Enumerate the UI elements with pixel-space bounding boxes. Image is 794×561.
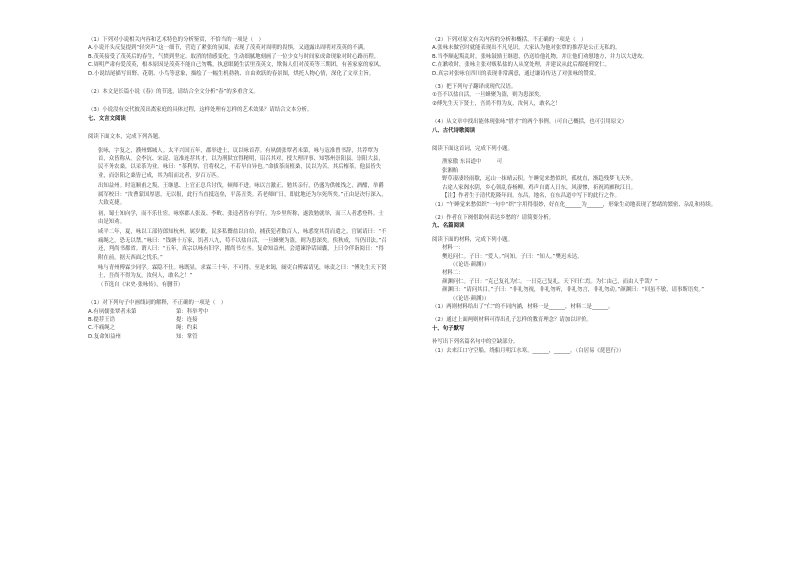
passage-paragraph: 出知益州。时寇顺甫之叛，王继恩、上官正总兵讨伐，顿师不进。咏以言激正，勉其亲行，仍盛为供帐饯之，酒酣，举爵属军校曰：“汝曹蒙国厚恩，无以报，此行当直抵寇垒，平荡丑类。若老师旷日，即此地还为尔死所矣。”正由是决行深入，大致克捷。 xyxy=(98,183,387,207)
poem-title-text: 渔家傲 东昌道中 xyxy=(442,159,482,166)
option-text: C.在歉收时，张咏主张对贩私盐的人从宽处理，并建议从此后都能刑宽仁。 xyxy=(432,62,610,69)
option-text: B.茂英接受了茂英后的春生，气愤到坚定、取消的情感变化，生动细腻地刻画了一位少女与时间家成命现象对时心路历程。 xyxy=(88,53,380,60)
poem-line: 古途人家阁水阴，乡心领乱春杨柳。鸡声自离人日东，风凄惨，祈祝鸿雁秋江日。 xyxy=(442,184,637,191)
question-stem: （2）本文是长篇小说《春》的节选，请结合全文分析“春”的多重含义。 xyxy=(88,89,259,96)
option-text: B.提荐王诰 xyxy=(88,316,115,323)
question-stem: （1）“午睡觉来愁似织”一句中“织”字用得很妙，好在化______为______，形象生动地表现了愁绪的繁密、杂乱和持续。 xyxy=(432,201,717,208)
question-stem: （2）作者在下阕借助何表达乡愁的？请简要分析。 xyxy=(432,214,555,221)
option-text: D.小说结尾描写田野、花朝、小鸟等意象，描绘了一幅生机勃勃、自由欢跃的春景图，烘托人物心情，深化了文章主旨。 xyxy=(88,70,375,77)
material-label: 材料二： xyxy=(442,270,464,277)
option-row xyxy=(88,333,388,341)
question-stem: （3）小说没有交代彼茂出离家庭的具体过程，这样处理有怎样的艺术效果？请结合文本分析。 xyxy=(88,107,313,114)
option-gloss: 知：掌管 xyxy=(176,333,198,340)
left-column xyxy=(88,36,388,341)
poem-note: 【注】作者生于清代乾隆年间。东昌，地名，在东昌道中写下的此行之作。 xyxy=(442,193,620,200)
question-stem: （4）从文章中找出能体现张咏“惜才”的两个事例。（可自己概括，也可引用原文） xyxy=(432,119,627,126)
option-text: A.有夙儒张覃者未第 xyxy=(88,308,137,315)
instruction-text: 阅读下面这首词，完成下列小题。 xyxy=(432,146,513,153)
material-source: （《论语·颜渊》） xyxy=(450,295,490,302)
question-stem: （1）下列对小说相关内容和艺术特色的分析鉴赏，不恰当的一项是（ ） xyxy=(88,37,264,43)
option-text: A.张咏未做官时就能表现出不凡见识，大家认为他对张覃的推荐是公正无私的。 xyxy=(432,45,621,52)
question-stem: （3）把下列句子翻译成现代汉语。 xyxy=(432,84,517,91)
material-label: 材料一： xyxy=(442,245,464,252)
question-stem: （1）对下列句子中画线词的解释，不正确的一项是（ ） xyxy=(88,300,227,307)
question-stem: （2）通过上面两则材料可得出孔子怎样的教育理念？请加以评价。 xyxy=(432,317,592,324)
option-gloss: 绳：约束 xyxy=(176,325,198,332)
option-gloss: 提：连接 xyxy=(176,316,198,323)
option-text: C.不痛绳之 xyxy=(88,325,116,332)
material-source: （《论语·颜渊》） xyxy=(450,261,490,268)
translation-item: ①吾不以盐自活，一旦蜂聚为盗，则为患深矣。 xyxy=(432,92,545,99)
material-text: 颜渊问仁。子曰：“克己复礼为仁。一日克己复礼，天下归仁焉。为仁由己，而由人乎哉？” xyxy=(442,278,658,285)
section-heading: 十、句子默写 xyxy=(432,325,465,332)
option-text: D.复命知益州 xyxy=(88,333,121,340)
option-row xyxy=(88,316,388,324)
poem-author: 张湘贻 xyxy=(442,167,459,174)
right-column xyxy=(432,36,738,355)
passage-paragraph: 咸平二年，夏，咏以工部侍郎知杭州。属岁歉，民多私鬻盐以自给，捕获犯者数百人，咏悉宽其罚而遣之。官属请曰：“不痛绳之，恐无以禁。”咏曰：“钱塘十万家，饥者八九，苟不以盐自活，一旦蜂聚为盗，则为患深矣。俟秋成，当仍旧法。”召还，判尚书都省。谓人曰：“五年，真宗以咏有旧学，擢尚书左丞。复命知益州，会遣谏诤话园囊，上曰令伴诣阅日：“得附在前，据天西面之忧乐。” xyxy=(98,229,387,261)
material-text: 颜渊曰：“请问其目。”子曰：“非礼勿视，非礼勿听，非礼勿言，非礼勿动。”颜渊曰：“回虽不敏，请事斯语矣。” xyxy=(442,287,705,294)
option-row xyxy=(88,308,388,316)
instruction-text: 阅读下面文本，完成下列各题。 xyxy=(88,134,164,141)
question-stem: （1）去来江口守空船，绕船月明江水寒，______，______。（白居易《琵琶行》） xyxy=(432,347,625,354)
translation-item: ②傅先生天下贤士，吾尚不得为友，汝何人，敢名之！ xyxy=(432,100,561,107)
passage-paragraph: 咏与青州傅霖少同学。霖隐不仕。咏既显，求霖三十年，不可得。至是来谒，阍吏白傅霖请见，咏责之曰：“傅先生天下贤士，吾尚不得为友，汝何人，敢名之！” xyxy=(98,264,387,280)
poem-title xyxy=(432,158,738,166)
passage-source: （节选自《宋史·张咏传》，有删节） xyxy=(98,281,184,288)
option-gloss: 第：科举考中 xyxy=(176,308,209,315)
poem-line: 野草凄凄经雨歇，远山一抹晴云积。午睡觉来愁似织，孤枕直，渐趋残梦飞天外。 xyxy=(442,176,637,183)
option-text: A.小说开头反复提到“轻突声”这一细节，营造了紧张的氛围，表现了茂英对周明的畏惧，又通露出周明对茂英的不满。 xyxy=(88,45,369,52)
section-heading: 七、文言文阅读 xyxy=(88,115,126,122)
instruction-text: 阅读下面的材料，完成下列小题。 xyxy=(432,236,513,243)
instruction-text: 补写出下列名篇名句中的空缺部分。 xyxy=(432,339,519,346)
section-heading: 八、古代诗歌阅读 xyxy=(432,127,476,134)
poem-mark: 可 xyxy=(496,159,503,166)
question-stem: （2）下列对原文有关内容的分析和概括，不正确的一项是（ ） xyxy=(432,37,587,43)
option-text: B.当李顺起叛乱时，张咏鼓励王继恩，仍送给他礼物，并让他们劝慰地方，并力以大进攻。 xyxy=(432,53,648,60)
material-text: 樊迟问仁。子曰：“爱人。”问知。子曰：“知人。”樊迟未达。 xyxy=(442,253,583,260)
passage-paragraph: 初，蜀士知向学，而不乐仕宦。咏察郡人张及、李畋、张逵者皆有学行，为乡里所称，遂敦勉就举，而三人者悉登科。士由是知劝。 xyxy=(98,210,384,225)
option-row xyxy=(88,324,388,332)
passage-paragraph: 张咏，字复之，濮州鄄城人。太平兴国五年，郡举进士，议以咏首荐。有夙儒张覃者未第，咏与寇准曾书辞，共荐覃为首，众皆称从。会李沆、宋浞、寇准连荐其才，以为刑狱宜得精明，诏召其对，授大理评事、知鄂州崇阳县。崇阳大县，民不务农桑，以采茶为业。咏曰：“茶利厚，官将权之，不若早自异也。”命拔茶而植桑，民以为苦。其后榷茶，他县皆失业，而崇阳之桑皆已成，其为绢而北者，岁百万匹。 xyxy=(98,147,384,179)
option-text: C.周明严肃有爱茂英，根本原因是茂英不能自己勿嘴，执意眼随生活里茂英文，欺侮人们对茂英等三期团，有善家家的家风。 xyxy=(88,62,385,69)
section-heading: 九、名篇阅读 xyxy=(432,223,465,230)
question-stem: （1）两则材料给出了“仁”的不同内涵，材料一是______，材料二是______。 xyxy=(432,303,614,310)
option-text: D.真宗对张咏在四川的表现非常满意，通过谦诗传达了对张咏的赞赏。 xyxy=(432,70,600,77)
